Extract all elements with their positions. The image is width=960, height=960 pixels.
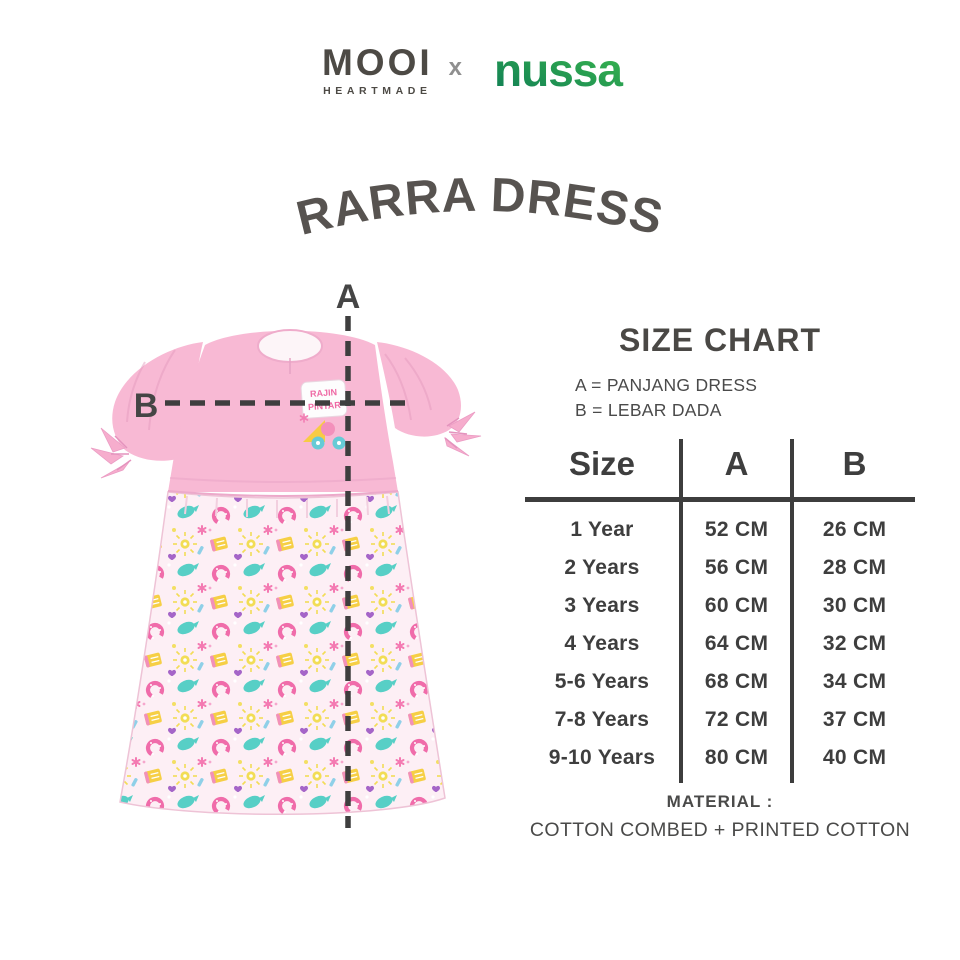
cell-a: 68 CM xyxy=(681,663,792,701)
cell-b: 40 CM xyxy=(822,746,887,769)
header-size: Size xyxy=(525,439,681,500)
legend-a: A = PANJANG DRESS xyxy=(575,375,758,395)
table-row xyxy=(525,663,915,701)
svg-text:RARRA DRESS xyxy=(292,169,669,246)
product-title-text: RARRA DRESS xyxy=(291,168,669,246)
mooi-logo xyxy=(322,44,433,97)
brand-header xyxy=(0,44,960,100)
badge-text-line2: PINTAR xyxy=(307,399,342,413)
cell-b: 34 CM xyxy=(822,670,887,693)
badge-text-line1: RAJIN xyxy=(309,387,338,399)
product-title xyxy=(280,150,680,260)
cell-a: 60 CM xyxy=(681,587,792,625)
cell-b: 37 CM xyxy=(822,708,887,731)
cell-size: 1 Year xyxy=(525,500,681,550)
table-row xyxy=(525,701,915,739)
table-row xyxy=(525,625,915,663)
size-table xyxy=(525,439,915,783)
cell-a: 80 CM xyxy=(681,739,792,783)
collab-x-separator: x xyxy=(448,54,463,81)
dress-skirt xyxy=(120,492,445,814)
material-info xyxy=(505,792,935,842)
cell-a: 64 CM xyxy=(681,625,792,663)
cell-b: 28 CM xyxy=(822,556,887,579)
legend-b: B = LEBAR DADA xyxy=(575,400,722,420)
dress-diagram xyxy=(75,270,515,850)
nussa-logo-text: nussa xyxy=(494,44,622,96)
measure-label-b: B xyxy=(133,387,159,425)
cell-size: 3 Years xyxy=(525,587,681,625)
mooi-logo-name: MOOI xyxy=(321,42,433,83)
table-row xyxy=(525,500,915,550)
table-row xyxy=(525,549,915,587)
material-value: COTTON COMBED + PRINTED COTTON xyxy=(529,819,911,841)
size-chart-heading: SIZE CHART xyxy=(619,322,821,358)
cell-b: 30 CM xyxy=(822,594,887,617)
dress-bodice xyxy=(168,330,398,496)
header-b: B xyxy=(792,439,915,500)
size-table-header-row xyxy=(525,439,915,500)
header-a: A xyxy=(681,439,792,500)
cell-a: 72 CM xyxy=(681,701,792,739)
cell-size: 5-6 Years xyxy=(525,663,681,701)
table-row xyxy=(525,739,915,783)
size-chart-section xyxy=(525,270,915,783)
table-row xyxy=(525,587,915,625)
cell-a: 56 CM xyxy=(681,549,792,587)
cell-b: 32 CM xyxy=(822,632,887,655)
cell-size: 2 Years xyxy=(525,549,681,587)
chest-badge xyxy=(301,380,348,450)
cell-size: 7-8 Years xyxy=(525,701,681,739)
cell-size: 4 Years xyxy=(525,625,681,663)
cell-size: 9-10 Years xyxy=(525,739,681,783)
measurement-legend xyxy=(525,373,915,423)
cell-b: 26 CM xyxy=(822,518,887,541)
nussa-logo xyxy=(478,42,638,100)
measure-label-a: A xyxy=(335,278,361,316)
mooi-logo-tagline: HEARTMADE xyxy=(323,85,432,97)
material-label: MATERIAL : xyxy=(666,792,774,811)
cell-a: 52 CM xyxy=(681,500,792,550)
